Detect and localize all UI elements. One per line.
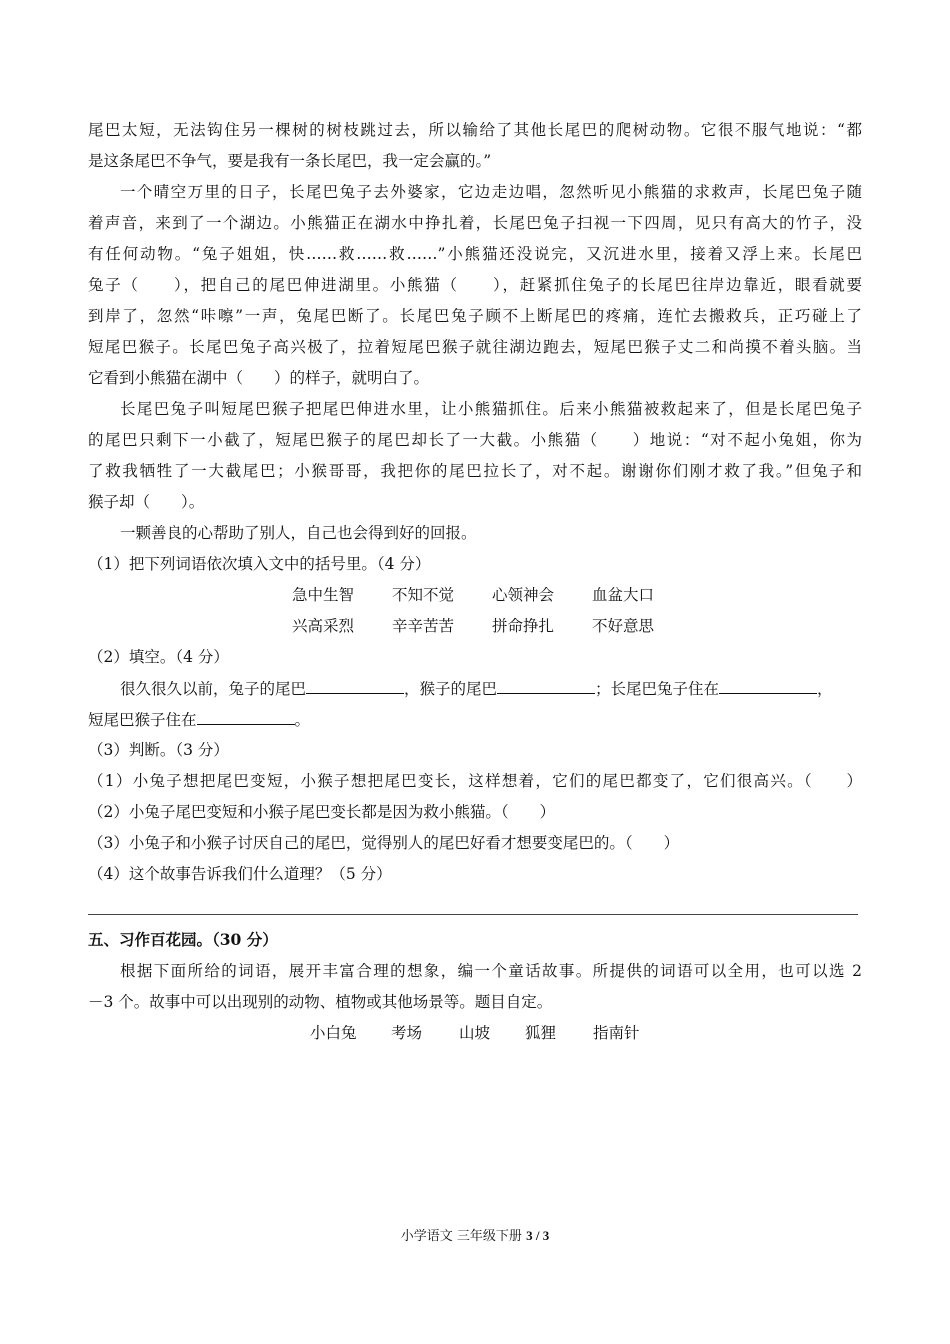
fill-line-2: 短尾巴猴子住在 。 [88, 708, 862, 731]
story-line: 它看到小熊猫在湖中（ ）的样子，就明白了。 [88, 369, 430, 387]
story-line: 了救我牺牲了一大截尾巴；小猴哥哥，我把你的尾巴拉长了，对不起。谢谢你们刚才救了我。”但兔子和 [88, 462, 862, 480]
story-line: 猴子却（ ）。 [88, 493, 205, 511]
judge-item-3: （3）小兔子和小猴子讨厌自己的尾巴，觉得别人的尾巴好看才想要变尾巴的。（ ） [88, 834, 680, 852]
fill-line-1: 很久很久以前，兔子的尾巴 ，猴子的尾巴 ；长尾巴兔子住在 ， [120, 677, 862, 700]
word-item: 心领神会 [492, 586, 555, 604]
story-line: 短尾巴猴子。长尾巴兔子高兴极了，拉着短尾巴猴子就往湖边跑去，短尾巴猴子丈二和尚摸不着头脑。当 [88, 338, 862, 356]
story-line: 着声音，来到了一个湖边。小熊猫正在湖水中挣扎着，长尾巴兔子扫视一下四周，见只有高大的竹子，没 [88, 214, 862, 232]
word-item: 不知不觉 [392, 586, 455, 604]
judge-item-2: （2）小兔子尾巴变短和小猴子尾巴变长都是因为救小熊猫。（ ） [88, 803, 556, 821]
story-line: 有任何动物。“兔子姐姐，快……救……救……”小熊猫还没说完，又沉进水里，接着又浮上来。长尾巴 [88, 245, 862, 263]
story-moral: 一颗善良的心帮助了别人，自己也会得到好的回报。 [120, 524, 477, 542]
story-line: 到岸了，忽然“咔嚓”一声，兔尾巴断了。长尾巴兔子顾不上断尾巴的疼痛，连忙去搬救兵，正巧碰上了 [88, 307, 862, 325]
answer-blank[interactable] [197, 708, 295, 725]
word-bank-row-1 [292, 584, 672, 606]
word-item: 急中生智 [292, 586, 355, 604]
story-line: 是这条尾巴不争气，要是我有一条长尾巴，我一定会赢的。” [88, 152, 492, 170]
word-item: 小白兔 [310, 1024, 357, 1042]
word-item: 不好意思 [592, 617, 655, 635]
story-line: 兔子（ ），把自己的尾巴伸进湖里。小熊猫（ ），赶紧抓住兔子的长尾巴往岸边靠近，眼看就要 [88, 276, 862, 294]
story-line: 尾巴太短，无法钩住另一棵树的树枝跳过去，所以输给了其他长尾巴的爬树动物。它很不服气地说：“都 [88, 121, 862, 139]
composition-words [310, 1022, 653, 1044]
answer-line[interactable] [88, 914, 858, 915]
story-line: 一个晴空万里的日子，长尾巴兔子去外婆家，它边走边唱，忽然听见小熊猫的求救声，长尾巴兔子随 [120, 183, 862, 201]
answer-blank[interactable] [306, 677, 404, 694]
word-item: 山坡 [459, 1024, 491, 1042]
section-5-line: 根据下面所给的词语，展开丰富合理的想象，编一个童话故事。所提供的词语可以全用，也可以选 2 [120, 962, 862, 980]
footer-label: 小学语文 三年级下册 [400, 1229, 522, 1244]
word-item: 辛辛苦苦 [392, 617, 455, 635]
question-2: （2）填空。（4 分） [88, 648, 229, 666]
word-item: 狐狸 [525, 1024, 557, 1042]
word-item: 拼命挣扎 [492, 617, 555, 635]
answer-blank[interactable] [719, 677, 817, 694]
word-item: 指南针 [593, 1024, 640, 1042]
story-line: 的尾巴只剩下一小截了，短尾巴猴子的尾巴却长了一大截。小熊猫（ ）地说：“对不起小兔姐，你为 [88, 431, 862, 449]
question-3: （3）判断。（3 分） [88, 741, 229, 759]
question-1: （1）把下列词语依次填入文中的括号里。（4 分） [88, 555, 431, 573]
word-item: 兴高采烈 [292, 617, 355, 635]
judge-item-1: （1）小兔子想把尾巴变短，小猴子想把尾巴变长，这样想着，它们的尾巴都变了，它们很高兴。（ ） [88, 772, 862, 790]
answer-blank[interactable] [497, 677, 595, 694]
story-line: 长尾巴兔子叫短尾巴猴子把尾巴伸进水里，让小熊猫抓住。后来小熊猫被救起来了，但是长尾巴兔子 [120, 400, 862, 418]
section-5-line: －3 个。故事中可以出现别的动物、植物或其他场景等。题目自定。 [88, 993, 553, 1011]
word-item: 考场 [391, 1024, 423, 1042]
page-number: 3 / 3 [526, 1228, 550, 1243]
word-bank-row-2 [292, 615, 672, 637]
section-5-title: 五、习作百花园。（30 分） [88, 930, 278, 949]
question-4: （4）这个故事告诉我们什么道理？（5 分） [88, 865, 392, 883]
word-item: 血盆大口 [592, 586, 655, 604]
page-footer [0, 1227, 950, 1246]
